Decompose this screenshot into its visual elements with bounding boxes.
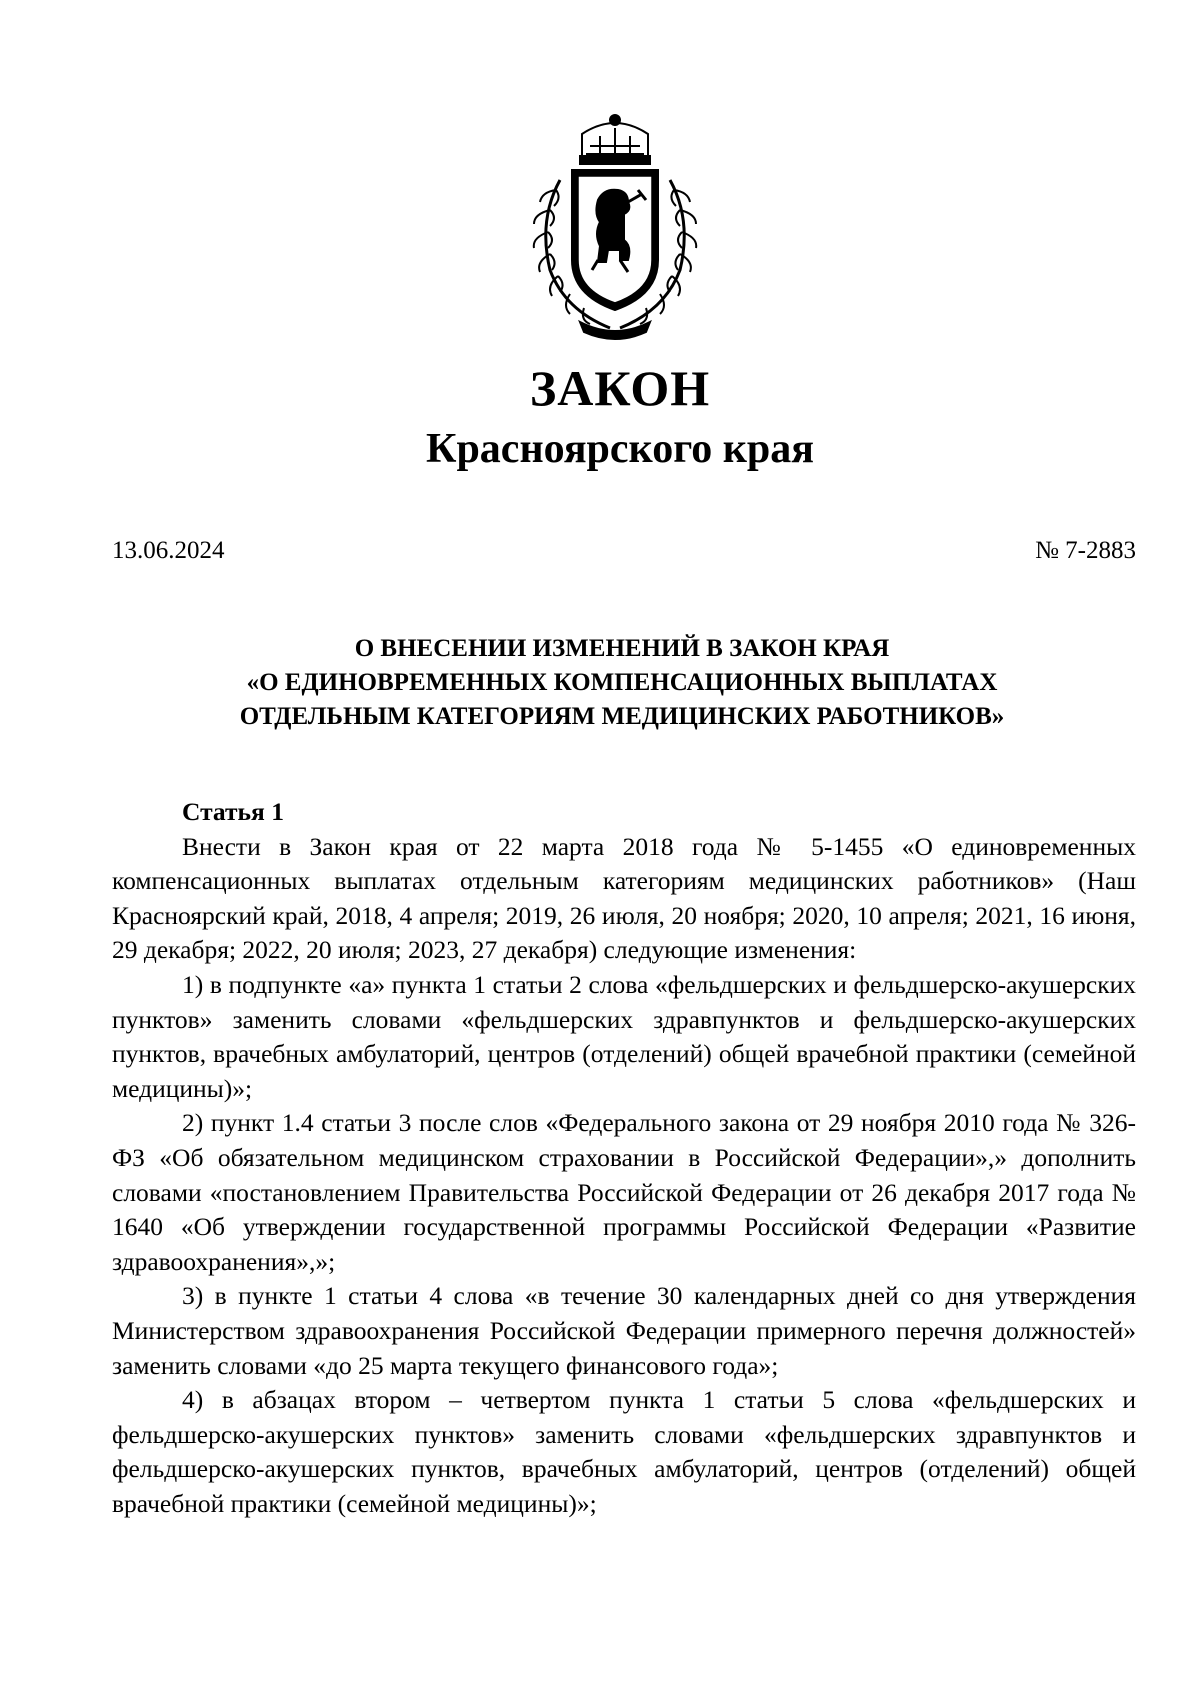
law-heading-line: О ВНЕСЕНИИ ИЗМЕНЕНИЙ В ЗАКОН КРАЯ (354, 635, 890, 662)
article-section (112, 795, 1136, 1521)
document-date: 13.06.2024 (112, 537, 225, 564)
law-heading (112, 632, 1132, 734)
article-paragraph: 2) пункт 1.4 статьи 3 после слов «Федерального закона от 29 ноября 2010 года № 326-ФЗ «Об обязательном медицинском страховании в Российской Федерации»,» дополнить словами «постановлением Правительства Российской Федерации от 26 декабря 2017 года № 1640 «Об утверждении государственной программы Российской Федерации «Развитие здравоохранения»,»; (112, 1108, 1136, 1276)
coat-of-arms-emblem (520, 110, 710, 345)
law-heading-line: ОТДЕЛЬНЫМ КАТЕГОРИЯМ МЕДИЦИНСКИХ РАБОТНИКОВ» (239, 703, 1005, 730)
article-paragraph: Внести в Закон края от 22 марта 2018 года № 5-1455 «О единовременных компенсационных выплатах отдельным категориям медицинских работников» (Наш Красноярский край, 2018, 4 апреля; 2019, 26 июля, 20 ноября; 2020, 10 апреля; 2021, 16 июня, 29 декабря; 2022, 20 июля; 2023, 27 декабря) следующие изменения: (112, 831, 1136, 965)
coat-of-arms-icon (520, 110, 710, 345)
document-type-title: ЗАКОН (529, 360, 711, 416)
article-title: Статья 1 (182, 797, 284, 826)
article-paragraph: 1) в подпункте «а» пункта 1 статьи 2 слова «фельдшерских и фельдшерско-акушерских пунктов» заменить словами «фельдшерских здравпунктов и фельдшерско-акушерских пунктов, врачебных амбулаторий, центров (отделений) общей врачебной практики (семейной медицины)»; (112, 969, 1136, 1103)
article-paragraph: 4) в абзацах втором – четвертом пункта 1 статьи 5 слова «фельдшерских и фельдшерско-акушерских пунктов» заменить словами «фельдшерских здравпунктов и фельдшерско-акушерских пунктов, врачебных амбулаторий, центров (отделений) общей врачебной практики (семейной медицины)»; (112, 1385, 1136, 1518)
document-number: № 7-2883 (1035, 537, 1136, 564)
law-heading-line: «О ЕДИНОВРЕМЕННЫХ КОМПЕНСАЦИОННЫХ ВЫПЛАТАХ (246, 669, 998, 696)
article-paragraph: 3) в пункте 1 статьи 4 слова «в течение 30 календарных дней со дня утверждения Министерством здравоохранения Российской Федерации примерного перечня должностей» заменить словами «до 25 марта текущего финансового года»; (112, 1281, 1136, 1380)
issuing-region-subtitle: Красноярского края (425, 426, 815, 472)
